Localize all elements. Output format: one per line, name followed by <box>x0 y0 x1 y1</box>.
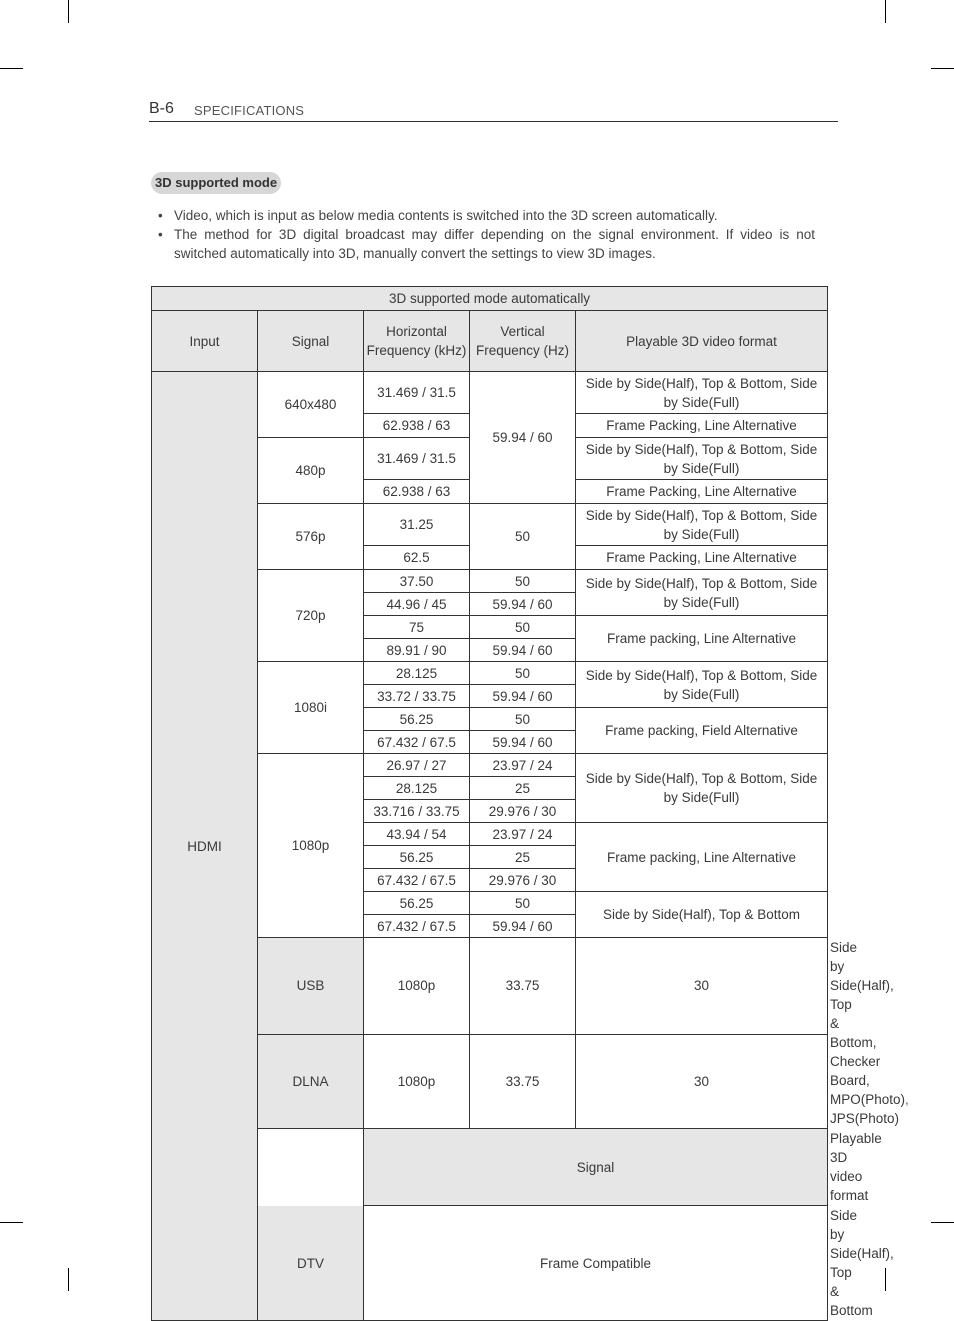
header-horizontal-frequency: Horizontal Frequency (kHz) <box>364 311 470 372</box>
h-freq-cell: 75 <box>364 616 470 639</box>
v-freq-cell: 59.94 / 60 <box>470 915 576 938</box>
bullet-list <box>158 206 815 263</box>
v-freq-cell: 59.94 / 60 <box>470 685 576 708</box>
format-cell: Side by Side(Half), Top & Bottom, Side by Side(Full) <box>576 662 828 708</box>
3d-mode-table <box>151 286 909 1321</box>
v-freq-cell: 50 <box>470 570 576 593</box>
h-freq-cell: 28.125 <box>364 777 470 800</box>
header-vertical-frequency: Vertical Frequency (Hz) <box>470 311 576 372</box>
h-freq-cell: 31.25 <box>364 504 470 546</box>
v-freq-cell: 59.94 / 60 <box>470 593 576 616</box>
crop-mark <box>885 1268 886 1291</box>
v-freq-cell: 30 <box>576 1034 828 1128</box>
v-freq-cell: 25 <box>470 777 576 800</box>
section-name: SPECIFICATIONS <box>194 103 305 118</box>
format-cell: Frame Packing, Line Alternative <box>576 546 828 570</box>
h-freq-cell: 31.469 / 31.5 <box>364 372 470 414</box>
v-freq-cell: 50 <box>470 504 576 570</box>
format-cell: Side by Side(Half), Top & Bottom, Side by Side(Full) <box>576 372 828 414</box>
format-cell: Frame Packing, Line Alternative <box>576 414 828 438</box>
signal-cell: 640x480 <box>258 372 364 438</box>
format-cell: Side by Side(Half), Top & Bottom, Side by Side(Full) <box>576 504 828 546</box>
h-freq-cell: 89.91 / 90 <box>364 639 470 662</box>
crop-mark <box>0 1222 23 1223</box>
h-freq-cell: 33.75 <box>470 1034 576 1128</box>
v-freq-cell: 50 <box>470 662 576 685</box>
format-cell: Side by Side(Half), Top & Bottom, Side by Side(Full) <box>576 438 828 480</box>
format-cell: Frame packing, Line Alternative <box>576 823 828 892</box>
format-cell: Frame Packing, Line Alternative <box>576 480 828 504</box>
v-freq-cell: 50 <box>470 708 576 731</box>
crop-mark <box>0 68 23 69</box>
page-number: B-6 <box>149 100 174 117</box>
h-freq-cell: 26.97 / 27 <box>364 754 470 777</box>
h-freq-cell: 62.938 / 63 <box>364 480 470 504</box>
signal-cell: 1080p <box>364 938 470 1035</box>
h-freq-cell: 56.25 <box>364 708 470 731</box>
h-freq-cell: 37.50 <box>364 570 470 593</box>
h-freq-cell: 33.75 <box>470 938 576 1035</box>
section-title: 3D supported mode <box>151 172 281 194</box>
signal-cell: 1080p <box>364 1034 470 1128</box>
bullet-text: The method for 3D digital broadcast may differ depending on the signal environment. If video is not switched automatically into 3D, manually convert the settings to view 3D images. <box>174 227 815 261</box>
signal-cell: Frame Compatible <box>364 1206 828 1321</box>
bullet-text: Video, which is input as below media contents is switched into the 3D screen automatically. <box>174 208 718 223</box>
signal-cell: 576p <box>258 504 364 570</box>
dtv-header-signal: Signal <box>364 1129 828 1206</box>
bullet-item <box>158 206 815 225</box>
v-freq-cell: 59.94 / 60 <box>470 639 576 662</box>
table-title: 3D supported mode automatically <box>152 287 828 311</box>
header-rule <box>149 121 838 122</box>
h-freq-cell: 33.716 / 33.75 <box>364 800 470 823</box>
format-text: Side by Side(Half), Top & Bottom, Checker Board, MPO(Photo) <box>830 940 906 1107</box>
table-title-row <box>152 287 828 311</box>
table-header-row <box>152 311 828 372</box>
bullet-item <box>158 225 815 263</box>
signal-cell: 1080p <box>258 754 364 938</box>
bullet-dot: • <box>158 208 163 223</box>
header-format: Playable 3D video format <box>576 311 828 372</box>
h-freq-cell: 43.94 / 54 <box>364 823 470 846</box>
h-freq-cell: 31.469 / 31.5 <box>364 438 470 480</box>
bullet-dot: • <box>158 227 163 242</box>
v-freq-cell: 23.97 / 24 <box>470 754 576 777</box>
format-cell: Side by Side(Half), Top & Bottom, Side by Side(Full) <box>576 754 828 823</box>
header-signal: Signal <box>258 311 364 372</box>
input-usb: USB <box>258 938 364 1035</box>
h-freq-cell: 62.938 / 63 <box>364 414 470 438</box>
crop-mark <box>68 0 69 23</box>
v-freq-cell: 30 <box>576 938 828 1035</box>
v-freq-cell: 29.976 / 30 <box>470 869 576 892</box>
crop-mark <box>931 1222 954 1223</box>
v-freq-cell: 29.976 / 30 <box>470 800 576 823</box>
format-cell: Frame packing, Field Alternative <box>576 708 828 754</box>
v-freq-cell: 59.94 / 60 <box>470 372 576 504</box>
h-freq-cell: 56.25 <box>364 892 470 915</box>
signal-cell: 720p <box>258 570 364 662</box>
h-freq-cell: 67.432 / 67.5 <box>364 731 470 754</box>
input-hdmi: HDMI <box>152 372 258 1321</box>
v-freq-cell: 23.97 / 24 <box>470 823 576 846</box>
crop-mark <box>931 68 954 69</box>
h-freq-cell: 67.432 / 67.5 <box>364 869 470 892</box>
v-freq-cell: 50 <box>470 892 576 915</box>
dtv-header-row: Signal Playable 3D video format <box>152 1129 828 1206</box>
signal-cell: 480p <box>258 438 364 504</box>
h-freq-cell: 67.432 / 67.5 <box>364 915 470 938</box>
format-text: JPS(Photo) <box>830 1111 900 1126</box>
h-freq-cell: 44.96 / 45 <box>364 593 470 616</box>
format-comma: , <box>905 1092 909 1107</box>
table-row: DTV Frame Compatible Side by Side(Half), Top & Bottom <box>152 1206 828 1321</box>
h-freq-cell: 33.72 / 33.75 <box>364 685 470 708</box>
header-input: Input <box>152 311 258 372</box>
input-dlna: DLNA <box>258 1034 364 1128</box>
crop-mark <box>885 0 886 23</box>
h-freq-cell: 56.25 <box>364 846 470 869</box>
crop-mark <box>68 1268 69 1291</box>
format-cell: Frame packing, Line Alternative <box>576 616 828 662</box>
h-freq-cell: 62.5 <box>364 546 470 570</box>
signal-cell: 1080i <box>258 662 364 754</box>
h-freq-cell: 28.125 <box>364 662 470 685</box>
format-cell: Side by Side(Half), Top & Bottom <box>576 892 828 938</box>
v-freq-cell: 50 <box>470 616 576 639</box>
empty-cell <box>258 1129 364 1206</box>
input-dtv: DTV <box>258 1206 364 1321</box>
table-row <box>152 372 828 414</box>
format-cell: Side by Side(Half), Top & Bottom, Side by Side(Full) <box>576 570 828 616</box>
v-freq-cell: 59.94 / 60 <box>470 731 576 754</box>
v-freq-cell: 25 <box>470 846 576 869</box>
